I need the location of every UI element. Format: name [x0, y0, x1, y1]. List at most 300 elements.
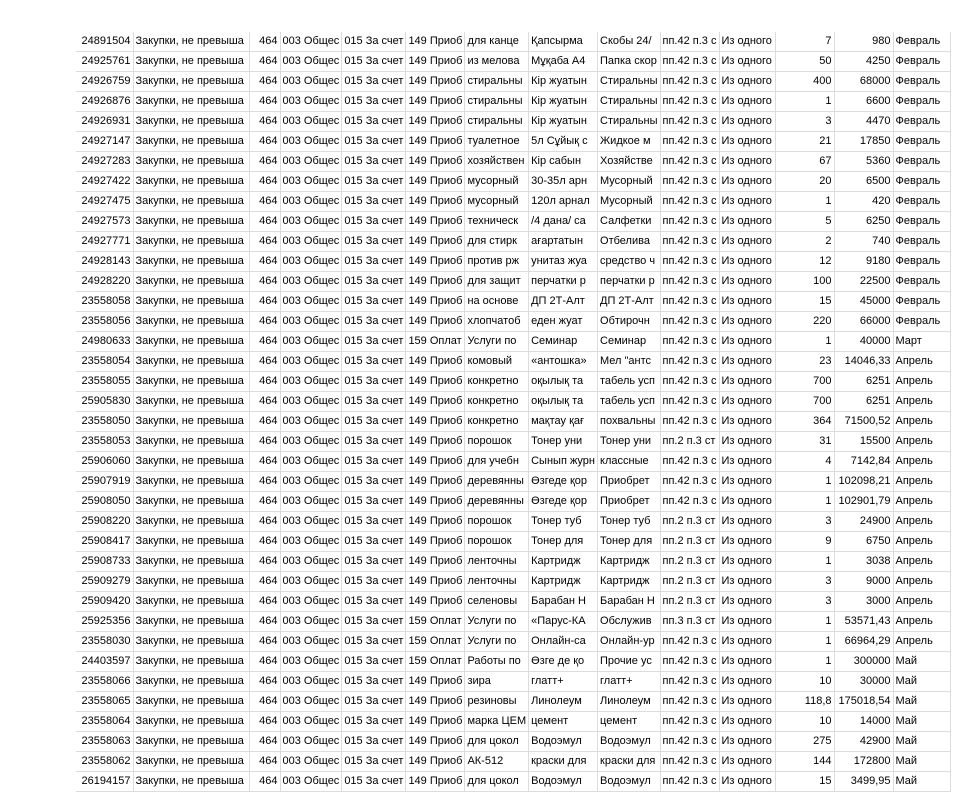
table-cell[interactable]: 015 За счет — [342, 272, 406, 292]
table-cell[interactable]: стиральны — [465, 72, 529, 92]
table-cell[interactable]: 015 За счет — [342, 632, 406, 652]
table-cell[interactable]: Из одного — [719, 692, 775, 712]
table-cell[interactable]: 015 За счет — [342, 292, 406, 312]
table-cell[interactable]: Закупки, не превыша — [133, 312, 249, 332]
table-cell[interactable]: 015 За счет — [342, 732, 406, 752]
table-cell[interactable]: 25908050 — [76, 492, 133, 512]
table-cell[interactable]: 464 — [249, 652, 280, 672]
table-cell[interactable]: пп.42 п.3 с — [660, 52, 719, 72]
table-cell[interactable]: Из одного — [719, 112, 775, 132]
table-cell[interactable]: пп.42 п.3 с — [660, 132, 719, 152]
table-cell[interactable]: Май — [893, 712, 950, 732]
table-cell[interactable]: 100 — [775, 272, 834, 292]
table-cell[interactable]: Из одного — [719, 152, 775, 172]
table-cell[interactable]: пп.42 п.3 с — [660, 232, 719, 252]
table-cell[interactable]: Салфетки — [598, 212, 661, 232]
table-cell[interactable]: 6750 — [834, 532, 893, 552]
table-cell[interactable]: Мусорный — [598, 172, 661, 192]
table-cell[interactable]: порошок — [465, 512, 529, 532]
table-cell[interactable]: 9000 — [834, 572, 893, 592]
table-cell[interactable]: 015 За счет — [342, 452, 406, 472]
table-cell[interactable]: Линолеум — [529, 692, 598, 712]
table-cell[interactable]: Апрель — [893, 532, 950, 552]
table-cell[interactable]: 1 — [775, 192, 834, 212]
table-cell[interactable]: 149 Приоб — [406, 272, 465, 292]
table-cell[interactable]: 003 Общес — [280, 52, 342, 72]
table-cell[interactable]: 24900 — [834, 512, 893, 532]
table-cell[interactable]: 980 — [834, 32, 893, 52]
table-cell[interactable]: ленточны — [465, 572, 529, 592]
table-cell[interactable]: Приобрет — [598, 492, 661, 512]
table-cell[interactable]: Из одного — [719, 532, 775, 552]
table-cell[interactable]: 25908733 — [76, 552, 133, 572]
table-cell[interactable]: порошок — [465, 432, 529, 452]
table-cell[interactable]: /4 дана/ са — [529, 212, 598, 232]
table-cell[interactable]: туалетное — [465, 132, 529, 152]
table-cell[interactable]: Барабан Н — [598, 592, 661, 612]
table-cell[interactable]: Закупки, не превыша — [133, 352, 249, 372]
table-cell[interactable]: 149 Приоб — [406, 72, 465, 92]
table-cell[interactable]: 015 За счет — [342, 92, 406, 112]
table-cell[interactable]: 149 Приоб — [406, 112, 465, 132]
table-cell[interactable]: 003 Общес — [280, 392, 342, 412]
table-cell[interactable]: 175018,54 — [834, 692, 893, 712]
table-cell[interactable]: 464 — [249, 392, 280, 412]
table-cell[interactable]: Из одного — [719, 432, 775, 452]
table-cell[interactable]: 003 Общес — [280, 512, 342, 532]
table-cell[interactable]: 015 За счет — [342, 652, 406, 672]
table-cell[interactable]: 015 За счет — [342, 492, 406, 512]
table-cell[interactable]: 464 — [249, 372, 280, 392]
table-cell[interactable]: пп.42 п.3 с — [660, 212, 719, 232]
table-cell[interactable]: 17850 — [834, 132, 893, 152]
table-cell[interactable]: оқылық та — [529, 372, 598, 392]
table-cell[interactable]: мақтау қағ — [529, 412, 598, 432]
table-cell[interactable]: стиральны — [465, 112, 529, 132]
table-cell[interactable]: Из одного — [719, 52, 775, 72]
table-cell[interactable]: Апрель — [893, 412, 950, 432]
table-cell[interactable]: Май — [893, 772, 950, 792]
table-cell[interactable]: 25908417 — [76, 532, 133, 552]
table-cell[interactable]: 740 — [834, 232, 893, 252]
table-cell[interactable]: для учебн — [465, 452, 529, 472]
table-cell[interactable]: Папка скор — [598, 52, 661, 72]
table-cell[interactable]: 1 — [775, 612, 834, 632]
table-cell[interactable]: 5360 — [834, 152, 893, 172]
table-cell[interactable]: Из одного — [719, 92, 775, 112]
table-cell[interactable]: Тонер уни — [598, 432, 661, 452]
table-cell[interactable]: 149 Приоб — [406, 312, 465, 332]
table-cell[interactable]: 15 — [775, 772, 834, 792]
table-cell[interactable]: Закупки, не превыша — [133, 232, 249, 252]
table-cell[interactable]: Из одного — [719, 712, 775, 732]
table-cell[interactable]: 464 — [249, 552, 280, 572]
table-cell[interactable]: Из одного — [719, 292, 775, 312]
table-cell[interactable]: 015 За счет — [342, 252, 406, 272]
table-cell[interactable]: Услуги по — [465, 632, 529, 652]
table-cell[interactable]: Закупки, не превыша — [133, 112, 249, 132]
table-cell[interactable]: резиновы — [465, 692, 529, 712]
table-cell[interactable]: 464 — [249, 212, 280, 232]
table-cell[interactable]: Стиральны — [598, 72, 661, 92]
table-cell[interactable]: Закупки, не превыша — [133, 492, 249, 512]
table-cell[interactable]: 003 Общес — [280, 72, 342, 92]
table-cell[interactable]: пп.3 п.3 ст — [660, 612, 719, 632]
table-cell[interactable]: Семинар — [598, 332, 661, 352]
table-cell[interactable]: 015 За счет — [342, 692, 406, 712]
table-cell[interactable]: 23558053 — [76, 432, 133, 452]
table-cell[interactable]: 25909279 — [76, 572, 133, 592]
table-cell[interactable]: Из одного — [719, 172, 775, 192]
table-cell[interactable]: 20 — [775, 172, 834, 192]
table-cell[interactable]: из мелова — [465, 52, 529, 72]
table-cell[interactable]: 300000 — [834, 652, 893, 672]
table-cell[interactable]: 5л Сұйық с — [529, 132, 598, 152]
table-cell[interactable]: Кір жуатын — [529, 72, 598, 92]
table-cell[interactable]: 464 — [249, 352, 280, 372]
table-cell[interactable]: Закупки, не превыша — [133, 432, 249, 452]
table-cell[interactable]: зира — [465, 672, 529, 692]
table-cell[interactable]: 149 Приоб — [406, 452, 465, 472]
table-cell[interactable]: 003 Общес — [280, 732, 342, 752]
table-cell[interactable]: пп.42 п.3 с — [660, 352, 719, 372]
table-cell[interactable]: для защит — [465, 272, 529, 292]
table-cell[interactable]: 144 — [775, 752, 834, 772]
table-cell[interactable]: «Парус-КА — [529, 612, 598, 632]
table-cell[interactable]: Закупки, не превыша — [133, 752, 249, 772]
table-cell[interactable]: Закупки, не превыша — [133, 552, 249, 572]
table-cell[interactable]: 003 Общес — [280, 152, 342, 172]
table-cell[interactable]: пп.42 п.3 с — [660, 332, 719, 352]
table-cell[interactable]: 3038 — [834, 552, 893, 572]
table-cell[interactable]: Стиральны — [598, 112, 661, 132]
table-cell[interactable]: Февраль — [893, 192, 950, 212]
table-cell[interactable]: Закупки, не превыша — [133, 192, 249, 212]
table-cell[interactable]: пп.42 п.3 с — [660, 412, 719, 432]
table-cell[interactable]: Февраль — [893, 132, 950, 152]
table-cell[interactable]: 3 — [775, 572, 834, 592]
table-cell[interactable]: Апрель — [893, 612, 950, 632]
table-cell[interactable]: 30-35л арн — [529, 172, 598, 192]
table-cell[interactable]: 149 Приоб — [406, 552, 465, 572]
table-cell[interactable]: 464 — [249, 452, 280, 472]
table-cell[interactable]: 1 — [775, 632, 834, 652]
table-cell[interactable]: 003 Общес — [280, 572, 342, 592]
table-cell[interactable]: Закупки, не превыша — [133, 772, 249, 792]
table-cell[interactable]: деревянны — [465, 492, 529, 512]
table-cell[interactable]: 003 Общес — [280, 452, 342, 472]
table-cell[interactable]: 003 Общес — [280, 132, 342, 152]
table-cell[interactable]: 149 Приоб — [406, 252, 465, 272]
table-cell[interactable]: 68000 — [834, 72, 893, 92]
table-cell[interactable]: 003 Общес — [280, 32, 342, 52]
table-cell[interactable]: 24927147 — [76, 132, 133, 152]
table-cell[interactable]: 9180 — [834, 252, 893, 272]
table-cell[interactable]: пп.42 п.3 с — [660, 152, 719, 172]
table-cell[interactable]: 464 — [249, 172, 280, 192]
table-cell[interactable]: 003 Общес — [280, 172, 342, 192]
table-cell[interactable]: 464 — [249, 752, 280, 772]
table-cell[interactable]: Закупки, не превыша — [133, 52, 249, 72]
table-cell[interactable]: Из одного — [719, 612, 775, 632]
table-cell[interactable]: 464 — [249, 572, 280, 592]
table-cell[interactable]: 149 Приоб — [406, 212, 465, 232]
table-cell[interactable]: Прочие ус — [598, 652, 661, 672]
table-cell[interactable]: Барабан Н — [529, 592, 598, 612]
table-cell[interactable]: ДП 2Т-Алт — [598, 292, 661, 312]
table-cell[interactable]: Водоэмул — [598, 732, 661, 752]
table-cell[interactable]: АК-512 — [465, 752, 529, 772]
table-cell[interactable]: 464 — [249, 232, 280, 252]
table-cell[interactable]: 003 Общес — [280, 612, 342, 632]
table-cell[interactable]: мусорный — [465, 172, 529, 192]
table-cell[interactable]: 003 Общес — [280, 532, 342, 552]
table-cell[interactable]: 015 За счет — [342, 752, 406, 772]
table-cell[interactable]: 015 За счет — [342, 72, 406, 92]
table-cell[interactable]: пп.42 п.3 с — [660, 172, 719, 192]
table-cell[interactable]: Из одного — [719, 212, 775, 232]
table-cell[interactable]: 159 Оплат — [406, 632, 465, 652]
table-cell[interactable]: конкретно — [465, 412, 529, 432]
table-cell[interactable]: табель усп — [598, 372, 661, 392]
table-cell[interactable]: Май — [893, 752, 950, 772]
table-cell[interactable]: 015 За счет — [342, 392, 406, 412]
table-cell[interactable]: Апрель — [893, 632, 950, 652]
table-cell[interactable]: 159 Оплат — [406, 332, 465, 352]
table-cell[interactable]: Скобы 24/ — [598, 32, 661, 52]
table-cell[interactable]: Мусорный — [598, 192, 661, 212]
table-cell[interactable]: 464 — [249, 252, 280, 272]
table-cell[interactable]: 220 — [775, 312, 834, 332]
table-cell[interactable]: 015 За счет — [342, 152, 406, 172]
table-cell[interactable]: 464 — [249, 492, 280, 512]
table-cell[interactable]: 159 Оплат — [406, 612, 465, 632]
table-cell[interactable]: 149 Приоб — [406, 592, 465, 612]
table-cell[interactable]: Картридж — [529, 552, 598, 572]
table-cell[interactable]: Закупки, не превыша — [133, 472, 249, 492]
table-cell[interactable]: пп.42 п.3 с — [660, 112, 719, 132]
table-cell[interactable]: пп.2 п.3 ст — [660, 512, 719, 532]
table-cell[interactable]: Кір жуатын — [529, 92, 598, 112]
table-cell[interactable]: 24927573 — [76, 212, 133, 232]
table-cell[interactable]: Обтирочн — [598, 312, 661, 332]
table-cell[interactable]: Закупки, не превыша — [133, 392, 249, 412]
table-cell[interactable]: 015 За счет — [342, 132, 406, 152]
table-cell[interactable]: пп.42 п.3 с — [660, 652, 719, 672]
table-cell[interactable]: Закупки, не превыша — [133, 72, 249, 92]
table-cell[interactable]: ленточны — [465, 552, 529, 572]
table-cell[interactable]: деревянны — [465, 472, 529, 492]
table-cell[interactable]: 015 За счет — [342, 232, 406, 252]
table-cell[interactable]: 1 — [775, 652, 834, 672]
table-cell[interactable]: 24926759 — [76, 72, 133, 92]
table-cell[interactable]: 003 Общес — [280, 372, 342, 392]
table-cell[interactable]: 015 За счет — [342, 512, 406, 532]
table-cell[interactable]: Из одного — [719, 352, 775, 372]
table-cell[interactable]: 003 Общес — [280, 672, 342, 692]
table-cell[interactable]: 464 — [249, 632, 280, 652]
table-cell[interactable]: 464 — [249, 532, 280, 552]
table-cell[interactable]: 9 — [775, 532, 834, 552]
table-cell[interactable]: Май — [893, 732, 950, 752]
table-cell[interactable]: 015 За счет — [342, 712, 406, 732]
table-cell[interactable]: 23558054 — [76, 352, 133, 372]
table-cell[interactable]: Закупки, не превыша — [133, 32, 249, 52]
table-cell[interactable]: Апрель — [893, 392, 950, 412]
table-cell[interactable]: 24926931 — [76, 112, 133, 132]
table-cell[interactable]: 24927283 — [76, 152, 133, 172]
table-cell[interactable]: Февраль — [893, 232, 950, 252]
table-cell[interactable]: 23 — [775, 352, 834, 372]
table-cell[interactable]: 149 Приоб — [406, 412, 465, 432]
table-cell[interactable]: 003 Общес — [280, 652, 342, 672]
table-cell[interactable]: 24928220 — [76, 272, 133, 292]
table-cell[interactable]: Закупки, не превыша — [133, 652, 249, 672]
table-cell[interactable]: 149 Приоб — [406, 772, 465, 792]
table-cell[interactable]: 015 За счет — [342, 32, 406, 52]
table-cell[interactable]: селеновы — [465, 592, 529, 612]
table-cell[interactable]: Февраль — [893, 272, 950, 292]
table-cell[interactable]: Февраль — [893, 112, 950, 132]
table-cell[interactable]: 66000 — [834, 312, 893, 332]
table-cell[interactable]: 149 Приоб — [406, 192, 465, 212]
table-cell[interactable]: 003 Общес — [280, 352, 342, 372]
table-cell[interactable]: 120л арнал — [529, 192, 598, 212]
table-cell[interactable]: 464 — [249, 712, 280, 732]
table-cell[interactable]: Сынып журн — [529, 452, 598, 472]
table-cell[interactable]: 25908220 — [76, 512, 133, 532]
table-cell[interactable]: перчатки р — [598, 272, 661, 292]
table-cell[interactable]: 464 — [249, 192, 280, 212]
table-cell[interactable]: 464 — [249, 772, 280, 792]
table-cell[interactable]: Картридж — [529, 572, 598, 592]
table-cell[interactable]: 42900 — [834, 732, 893, 752]
table-cell[interactable]: 45000 — [834, 292, 893, 312]
table-cell[interactable]: 5 — [775, 212, 834, 232]
table-cell[interactable]: 015 За счет — [342, 112, 406, 132]
table-cell[interactable]: Из одного — [719, 132, 775, 152]
table-cell[interactable]: Апрель — [893, 572, 950, 592]
table-cell[interactable]: Картридж — [598, 552, 661, 572]
table-cell[interactable]: 30000 — [834, 672, 893, 692]
table-cell[interactable]: 003 Общес — [280, 692, 342, 712]
table-cell[interactable]: комовый — [465, 352, 529, 372]
table-cell[interactable]: Из одного — [719, 732, 775, 752]
table-cell[interactable]: 3000 — [834, 592, 893, 612]
table-cell[interactable]: Кір жуатын — [529, 112, 598, 132]
table-cell[interactable]: Из одного — [719, 452, 775, 472]
table-cell[interactable]: 015 За счет — [342, 352, 406, 372]
table-cell[interactable]: 23558062 — [76, 752, 133, 772]
table-cell[interactable]: унитаз жуа — [529, 252, 598, 272]
table-cell[interactable]: 12 — [775, 252, 834, 272]
table-cell[interactable]: 464 — [249, 32, 280, 52]
table-cell[interactable]: Жидкое м — [598, 132, 661, 152]
table-cell[interactable]: Из одного — [719, 472, 775, 492]
table-cell[interactable]: Водоэмул — [529, 732, 598, 752]
table-cell[interactable]: 25925356 — [76, 612, 133, 632]
table-cell[interactable]: 24926876 — [76, 92, 133, 112]
table-cell[interactable]: для цокол — [465, 772, 529, 792]
table-cell[interactable]: 23558030 — [76, 632, 133, 652]
table-cell[interactable]: цемент — [529, 712, 598, 732]
table-cell[interactable]: Закупки, не превыша — [133, 272, 249, 292]
table-cell[interactable]: Закупки, не превыша — [133, 212, 249, 232]
table-cell[interactable]: пп.42 п.3 с — [660, 72, 719, 92]
table-cell[interactable]: пп.2 п.3 ст — [660, 552, 719, 572]
table-cell[interactable]: 003 Общес — [280, 232, 342, 252]
table-cell[interactable]: Закупки, не превыша — [133, 692, 249, 712]
table-cell[interactable]: Стиральны — [598, 92, 661, 112]
table-cell[interactable]: 003 Общес — [280, 212, 342, 232]
table-cell[interactable]: хозяйствен — [465, 152, 529, 172]
table-cell[interactable]: Отбелива — [598, 232, 661, 252]
table-cell[interactable]: Март — [893, 332, 950, 352]
table-cell[interactable]: для цокол — [465, 732, 529, 752]
table-cell[interactable]: 118,8 — [775, 692, 834, 712]
table-cell[interactable]: Онлайн-ур — [598, 632, 661, 652]
table-cell[interactable]: 700 — [775, 372, 834, 392]
table-cell[interactable]: пп.2 п.3 ст — [660, 592, 719, 612]
table-cell[interactable]: 67 — [775, 152, 834, 172]
table-cell[interactable]: 015 За счет — [342, 172, 406, 192]
table-cell[interactable]: 23558056 — [76, 312, 133, 332]
table-cell[interactable]: 1 — [775, 472, 834, 492]
table-cell[interactable]: Февраль — [893, 212, 950, 232]
table-cell[interactable]: Закупки, не превыша — [133, 532, 249, 552]
table-cell[interactable]: Кір сабын — [529, 152, 598, 172]
table-cell[interactable]: перчатки р — [529, 272, 598, 292]
table-cell[interactable]: краски для — [598, 752, 661, 772]
table-cell[interactable]: 15 — [775, 292, 834, 312]
table-cell[interactable]: Апрель — [893, 592, 950, 612]
table-cell[interactable]: 464 — [249, 692, 280, 712]
table-cell[interactable]: средство ч — [598, 252, 661, 272]
table-cell[interactable]: 149 Приоб — [406, 92, 465, 112]
table-cell[interactable]: 464 — [249, 412, 280, 432]
table-cell[interactable]: 464 — [249, 672, 280, 692]
table-cell[interactable]: Из одного — [719, 372, 775, 392]
table-cell[interactable]: 149 Приоб — [406, 392, 465, 412]
table-cell[interactable]: 464 — [249, 432, 280, 452]
table-cell[interactable]: 3 — [775, 512, 834, 532]
table-cell[interactable]: для стирк — [465, 232, 529, 252]
table-cell[interactable]: Февраль — [893, 92, 950, 112]
table-cell[interactable]: 003 Общес — [280, 332, 342, 352]
table-cell[interactable]: пп.2 п.3 ст — [660, 572, 719, 592]
table-cell[interactable]: 71500,52 — [834, 412, 893, 432]
table-cell[interactable]: пп.42 п.3 с — [660, 752, 719, 772]
table-cell[interactable]: 003 Общес — [280, 272, 342, 292]
table-cell[interactable]: 464 — [249, 272, 280, 292]
table-cell[interactable]: 25909420 — [76, 592, 133, 612]
table-cell[interactable]: ағартатын — [529, 232, 598, 252]
table-cell[interactable]: классные — [598, 452, 661, 472]
table-cell[interactable]: Февраль — [893, 172, 950, 192]
table-cell[interactable]: конкретно — [465, 372, 529, 392]
table-cell[interactable]: 40000 — [834, 332, 893, 352]
table-cell[interactable]: глатт+ — [529, 672, 598, 692]
table-cell[interactable]: 464 — [249, 152, 280, 172]
table-cell[interactable]: 464 — [249, 92, 280, 112]
table-cell[interactable]: 700 — [775, 392, 834, 412]
table-cell[interactable]: 24927771 — [76, 232, 133, 252]
table-cell[interactable]: 149 Приоб — [406, 752, 465, 772]
table-cell[interactable]: Из одного — [719, 572, 775, 592]
table-cell[interactable]: 102098,21 — [834, 472, 893, 492]
table-cell[interactable]: 149 Приоб — [406, 512, 465, 532]
table-cell[interactable]: 464 — [249, 292, 280, 312]
